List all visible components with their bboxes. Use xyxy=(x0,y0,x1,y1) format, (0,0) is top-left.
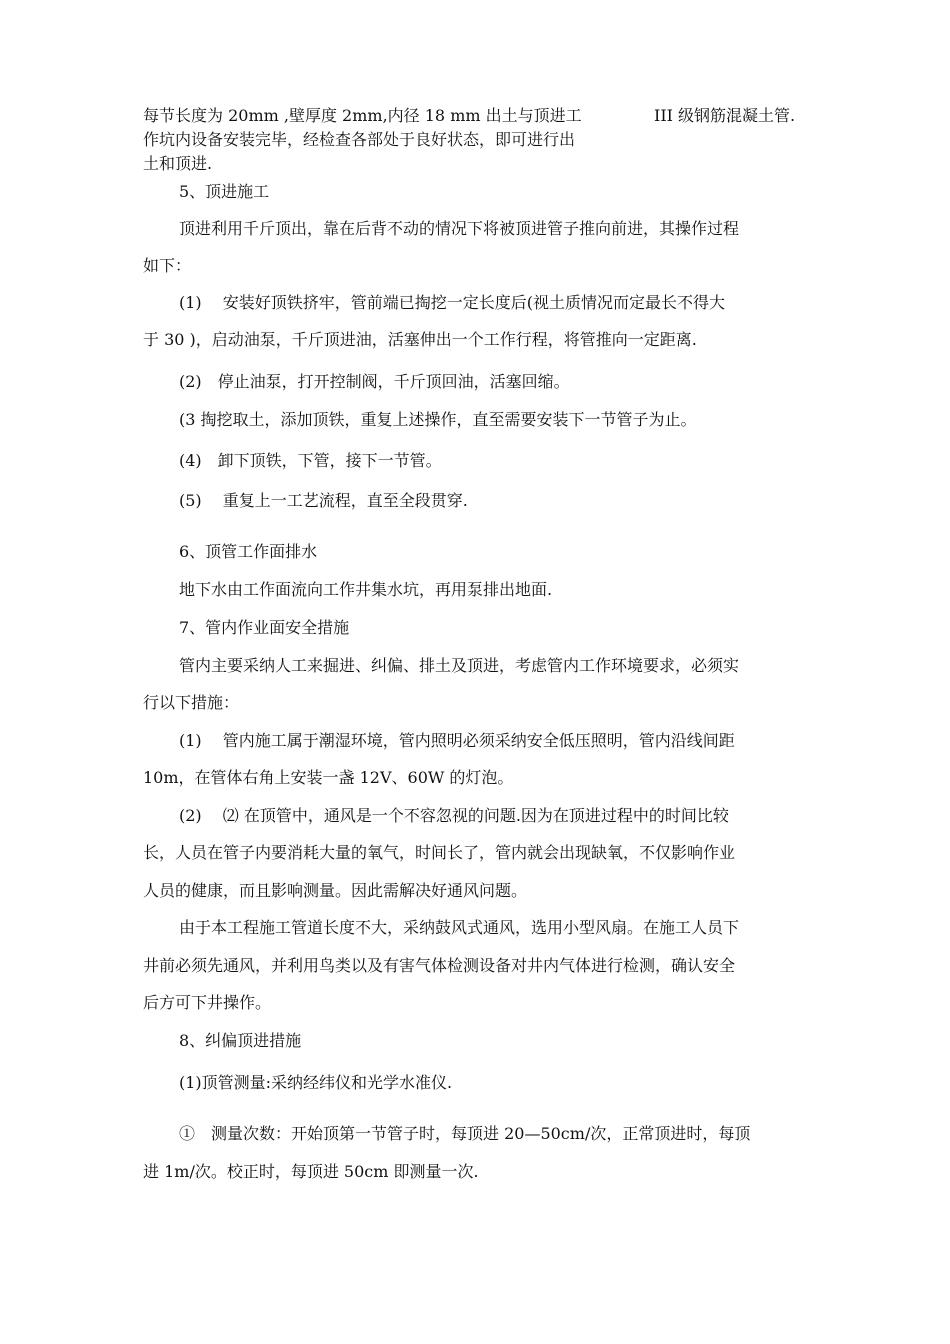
safety-item-2-line: 人员的健康，而且影响测量。因此需解决好通风问题。 xyxy=(143,881,528,900)
safety-item-2-line: 长，人员在管子内要消耗大量的氧气，时间长了，管内就会出现缺氧，不仅影响作业 xyxy=(143,843,736,862)
intro-line-1: 每节长度为 20mm ,壁厚度 2mm,内径 18 mm 出土与顶进工 xyxy=(143,106,582,125)
heading-correction: 8、纠偏顶进措施 xyxy=(179,1031,302,1050)
paragraph-line: 如下： xyxy=(143,256,192,275)
safety-item-1-line: (1) 管内施工属于潮湿环境，管内照明必须采纳安全低压照明，管内沿线间距 xyxy=(179,731,735,750)
measurement-line: 进 1m/次。校正时，每顶进 50cm 即测量一次. xyxy=(143,1162,479,1181)
heading-jacking: 5、顶进施工 xyxy=(179,182,270,201)
paragraph-line: 顶进利用千斤顶出，靠在后背不动的情况下将被顶进管子推向前进，其操作过程 xyxy=(179,219,740,238)
paragraph-line: 行以下措施： xyxy=(143,693,240,712)
step-5-line: (5) 重复上一工艺流程，直至全段贯穿. xyxy=(179,491,468,510)
step-1-line: (1) 安装好顶铁挤牢，管前端已掏挖一定长度后(视土质情况而定最长不得大 xyxy=(179,293,725,312)
step-2-line: (2) 停止油泵，打开控制阀，千斤顶回油，活塞回缩。 xyxy=(179,372,570,391)
step-1-line: 于 30 )，启动油泵，千斤顶进油，活塞伸出一个工作行程，将管推向一定距离. xyxy=(143,330,697,349)
safety-item-1-line: 10m，在管体右角上安装一盏 12V、60W 的灯泡。 xyxy=(143,768,514,787)
paragraph-line: 由于本工程施工管道长度不大，采纳鼓风式通风，选用小型风扇。在施工人员下 xyxy=(179,918,740,937)
pipe-grade-note: III 级钢筋混凝土管. xyxy=(654,106,796,125)
intro-paragraph xyxy=(143,104,643,176)
paragraph-line: 地下水由工作面流向工作井集水坑，再用泵排出地面. xyxy=(179,580,553,599)
paragraph-line: 井前必须先通风，并利用鸟类以及有害气体检测设备对井内气体进行检测，确认安全 xyxy=(143,956,736,975)
intro-line-3: 土和顶进. xyxy=(143,154,213,173)
paragraph-line: (1)顶管测量:采纳经纬仪和光学水准仪. xyxy=(179,1073,453,1092)
step-4-line: (4) 卸下顶铁，下管，接下一节管。 xyxy=(179,451,442,470)
paragraph-line: 管内主要采纳人工来掘进、纠偏、排土及顶进，考虑管内工作环境要求，必须实 xyxy=(179,656,740,675)
heading-drainage: 6、顶管工作面排水 xyxy=(179,542,318,561)
measurement-line: ① 测量次数：开始顶第一节管子时，每顶进 20—50cm/次，正常顶进时，每顶 xyxy=(179,1124,751,1143)
step-3-line: (3 掏挖取土，添加顶铁，重复上述操作，直至需要安装下一节管子为止。 xyxy=(179,410,697,429)
heading-safety: 7、管内作业面安全措施 xyxy=(179,618,350,637)
intro-line-2: 作坑内设备安装完毕，经检查各部处于良好状态，即可进行出 xyxy=(143,130,576,149)
paragraph-line: 后方可下井操作。 xyxy=(143,993,272,1012)
safety-item-2-line: (2) ⑵ 在顶管中，通风是一个不容忽视的问题.因为在顶进过程中的时间比较 xyxy=(179,806,729,825)
